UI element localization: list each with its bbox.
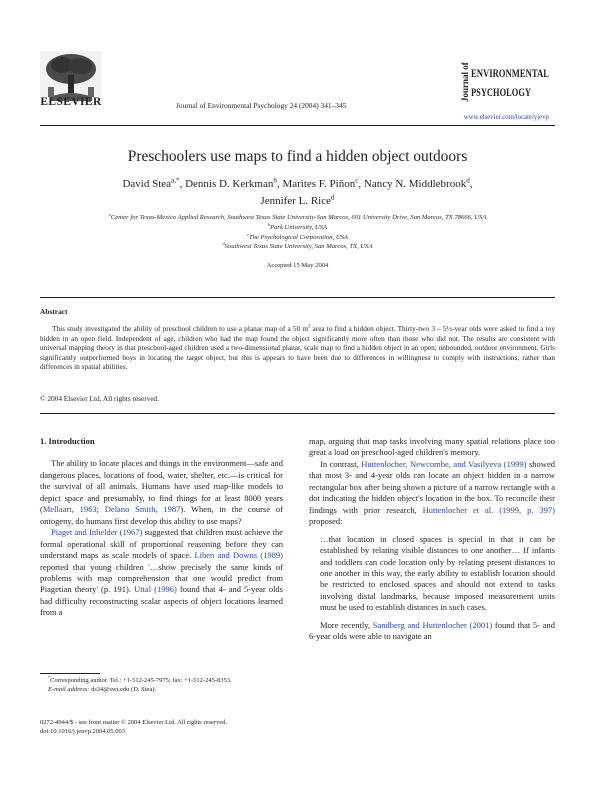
body-text: suggested that children must achieve the formal operational skill of proportional reasoning before they can understand maps as scale models of space.	[40, 527, 283, 561]
affiliation	[40, 242, 555, 252]
footnote-marker: *	[48, 674, 51, 680]
journal-logo-icon	[457, 58, 549, 106]
author-affiliation-mark: d	[330, 193, 335, 202]
body-text: ;	[96, 504, 105, 515]
email-value[interactable]: ds34@swt.edu (D. Stea).	[89, 685, 157, 693]
right-column	[309, 436, 555, 643]
body-text: proposed:	[309, 516, 343, 527]
footnote-email	[40, 686, 283, 695]
citation-link[interactable]: Uttal (1996)	[134, 584, 177, 595]
body-paragraph	[309, 459, 555, 528]
author-affiliation-mark: d	[466, 176, 470, 185]
affiliation-text: Southwest Texas State University, San Marcos, TX, USA	[224, 243, 373, 251]
citation-link[interactable]: Huttenlocher et al. (1999, p. 397)	[422, 504, 555, 515]
author-separator: ,	[469, 178, 473, 190]
affiliation-mark: b	[267, 221, 271, 227]
abstract-fraction: ½	[446, 324, 453, 333]
section-heading: 1. Introduction	[40, 436, 95, 446]
author-name: Dennis D. Kerkman	[185, 178, 274, 190]
body-text: found that 5- and 6-year olds were able to navigate an	[309, 619, 555, 642]
abstract-bottom-rule	[40, 413, 555, 414]
citation-link[interactable]: Sandberg and Huttenlocher (2001)	[372, 619, 493, 630]
article-title: Preschoolers use maps to find a hidden object outdoors	[127, 148, 468, 165]
author-separator: ,	[276, 178, 283, 190]
author-name: Nancy N. Middlebrook	[363, 178, 467, 190]
accepted-date: Accepted 15 May 2004	[266, 262, 329, 269]
email-label: E-mail address:	[48, 685, 90, 693]
affiliation-text: Park University, USA	[270, 223, 328, 231]
footnote-rule	[40, 673, 100, 674]
author-affiliation-mark: c	[355, 176, 359, 185]
citation-link[interactable]: Delano Smith, 1987	[104, 504, 181, 515]
author-name: Marites F. Piñon	[282, 178, 356, 190]
citation-link[interactable]: Liben and Downs (1989)	[194, 550, 283, 561]
issn-info	[40, 718, 227, 736]
issn-line: 0272-4944/$ - see front matter © 2004 Elsevier Ltd. All rights reserved.	[40, 719, 228, 726]
author-separator: ,	[358, 178, 364, 190]
block-quote: …that location in closed spaces is special in that it can be established by relating visible distances to one another… If infants and toddlers can code location only by relating present distances to one another in this way, the early ability to establish location should be restricted to enclosed spaces and should not extend to tasks involving distal landmarks, because imposed measurement units must be used to establish distances in such cases.	[320, 533, 555, 613]
affiliation	[40, 223, 555, 233]
body-text: ). When, in the course of ontogeny, do humans first develop this ability to use maps?	[40, 504, 283, 526]
logo-environmental-text: ENVIRONMENTAL	[471, 68, 550, 80]
abstract-heading: Abstract	[40, 307, 68, 316]
affiliation	[40, 233, 555, 243]
abstract-part: This study investigated the ability of preschool children to use a planar map of a 50 m	[52, 324, 308, 333]
footnote-line	[40, 674, 283, 686]
header-rule	[40, 125, 555, 126]
abstract-top-rule	[40, 297, 555, 298]
journal-url-link[interactable]: www.elsevier.com/locate/yjevp	[463, 114, 549, 121]
author-affiliation-mark: a,*	[171, 176, 180, 185]
body-paragraph	[40, 458, 283, 527]
body-text: In contrast,	[320, 458, 362, 469]
affiliation-text: Center for Texas-Mexico Applied Research, Southwest Texas State University-San Marcos, 601 University Drive, San Marcos, TX 78666, USA	[110, 214, 487, 221]
corresponding-author-footnote	[40, 674, 283, 695]
citation-link[interactable]: Piaget and Inhelder (1967)	[51, 527, 143, 538]
journal-citation: Journal of Environmental Psychology 24 (2004) 341–345	[176, 101, 347, 110]
abstract-part: area to find a hidden object. Thirty-two 3 – 5	[310, 324, 447, 333]
author-separator: ,	[179, 178, 186, 190]
body-text: found that 4- and 5-year olds had difficulty reconstructing scalar aspects of object locations learned from a	[40, 584, 283, 618]
body-text: The ability to locate places and things in the environment—safe and dangerous places, locations of food, water, shelter, etc.—is critical for the survival of all animals. Humans have used map-like models to depict space and presumably, to find things for at least 8000 years (	[40, 458, 283, 515]
affiliation-mark: a	[108, 211, 111, 217]
author-name: David Stea	[122, 178, 172, 190]
logo-psychology-text: PSYCHOLOGY	[471, 87, 532, 99]
abstract-superscript: 2	[308, 324, 311, 330]
body-text: More recently,	[320, 619, 373, 630]
left-column	[40, 436, 283, 619]
author-affiliation-mark: b	[273, 176, 277, 185]
affiliation-text: The Psychological Corporation, USA	[249, 233, 348, 241]
body-text: showed that most 3- and 4-year olds can locate an object hidden in a narrow rectangular box after being shown a picture of a narrow rectangle with a dot indicating the hidden object's location in the box. To reconcile their findings with prior research,	[309, 458, 555, 515]
body-paragraph	[309, 620, 555, 643]
abstract-copyright: © 2004 Elsevier Ltd. All rights reserved.	[40, 394, 160, 403]
author-name: Jennifer L. Rice	[260, 195, 331, 207]
author-list	[60, 176, 535, 210]
affiliation-mark: d	[222, 241, 225, 247]
body-paragraph	[40, 527, 283, 619]
doi-line[interactable]: doi:10.1016/j.jenvp.2004.05.003	[40, 728, 126, 735]
abstract-text	[40, 324, 555, 372]
body-paragraph: map, arguing that map tasks involving many spatial relations place too great a load on preschool-aged children's memory.	[309, 436, 555, 458]
footnote-text: Corresponding author. Tel.: +1-512-245-7975; fax: +1-512-245-8353.	[50, 677, 232, 684]
abstract-part: -year olds were asked to find a toy hidden in an open field. Independent of age, children who had the map found the object significantly more often than those who did not. The results are consistent with universal mapping theory in that preschool-aged children used a two-dimensional planar, scale map to find a hidden object in an open, unbounded, outdoor environment. Girls significantly outperformed boys in locating the target object, but this is appears to have been due to differences in willingness to comply with instructions, rather than differences in spatial abilities.	[40, 324, 556, 372]
citation-link[interactable]: Mellaart, 1963	[42, 504, 97, 515]
publisher-name: ELSEVIER	[40, 96, 102, 108]
affiliation	[40, 213, 555, 223]
citation-link[interactable]: Huttenlocher, Newcombe, and Vasilyeva (1999)	[361, 458, 527, 469]
logo-journal-of-text: Journal of	[460, 62, 470, 102]
affiliation-mark: c	[247, 231, 249, 237]
body-text: reported that young children '…show precisely the same kinds of problems with map comprehension that one would predict from Piagetian theory' (p. 191).	[40, 561, 283, 595]
affiliation-list	[40, 213, 555, 252]
